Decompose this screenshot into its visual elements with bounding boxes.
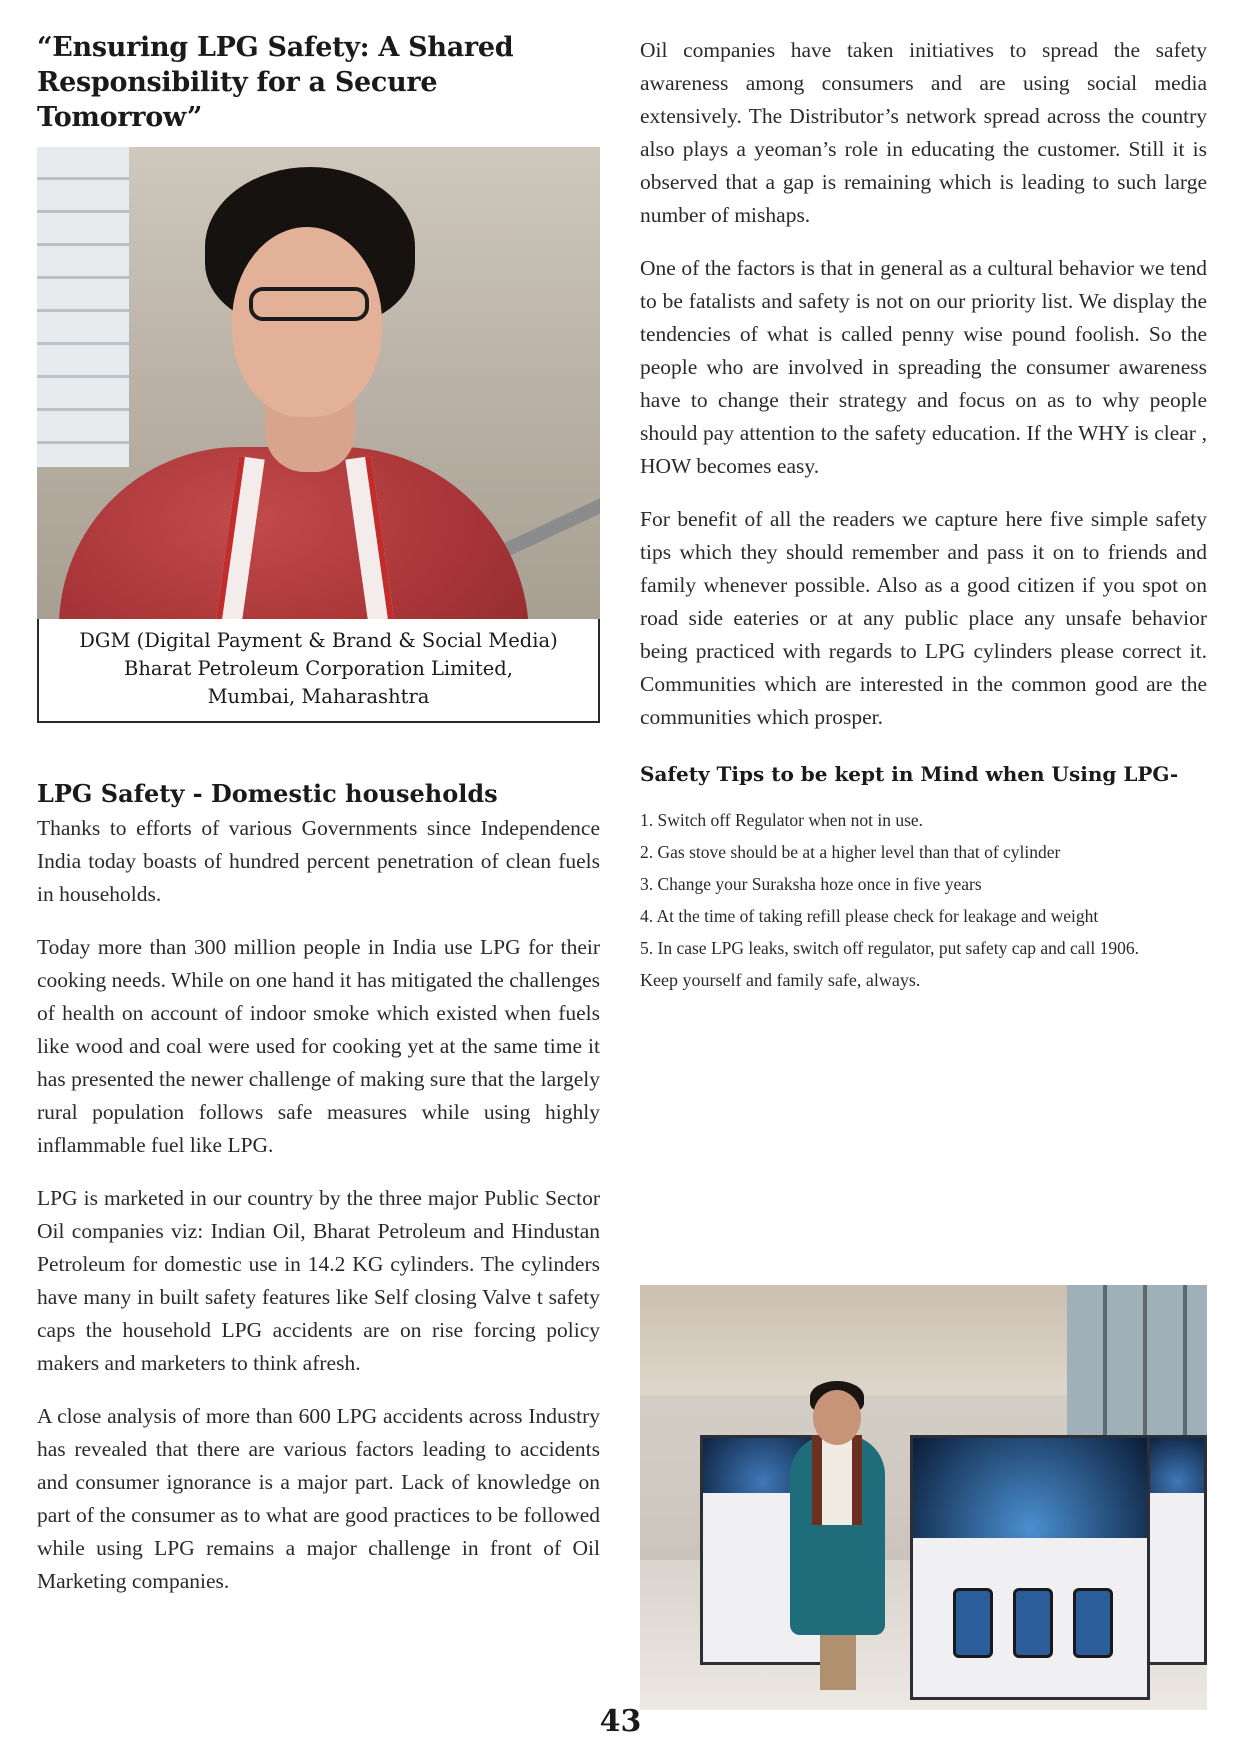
photo-display-board-center xyxy=(910,1435,1150,1700)
title-line-2: Responsibility for a Secure Tomorrow” xyxy=(37,67,438,133)
photo-person-glasses xyxy=(249,287,369,321)
right-paragraph-2: One of the factors is that in general as a cultural behavior we tend to be fatalists and safety is not on our priority list. We display the tendencies of what is called penny wise pound foolish. So the people who are involved in spreading the consumer awareness have to change their strategy and focus on as to why people should pay attention to the safety education. If the WHY is clear , HOW becomes easy. xyxy=(640,256,1207,478)
left-paragraph-4: A close analysis of more than 600 LPG accidents across Industry has revealed that there are various factors leading to accidents and consumer ignorance is a major part. Lack of knowledge on part of the consumer as to what are good practices to be followed while using LPG remains a major challenge in front of Oil Marketing companies. xyxy=(37,1404,600,1593)
photo-person-body xyxy=(59,447,529,619)
list-item: 5. In case LPG leaks, switch off regulator, put safety cap and call 1906. xyxy=(640,938,1140,958)
right-paragraph-1: Oil companies have taken initiatives to spread the safety awareness among consumers and are using social media extensively. The Distributor’s network spread across the country also plays a yeoman’s role in educating the customer. Still it is observed that a gap is remaining which is leading to such large number of mishaps. xyxy=(640,38,1207,227)
photo-person-head xyxy=(813,1390,861,1445)
tips-heading: Safety Tips to be kept in Mind when Using LPG- xyxy=(640,762,1179,786)
exhibition-photo xyxy=(640,1285,1207,1710)
right-column xyxy=(640,30,1207,991)
left-paragraph-1: Thanks to efforts of various Governments since Independence India today boasts of hundred percent penetration of clean fuels in households. xyxy=(37,816,600,906)
left-paragraph-3: LPG is marketed in our country by the three major Public Sector Oil companies viz: Indian Oil, Bharat Petroleum and Hindustan Petroleum for domestic use in 14.2 KG cylinders. The cylinders have many in built safety features like Self closing Valve t safety caps the household LPG accidents are on rise forcing policy makers and marketers to think afresh. xyxy=(37,1186,600,1375)
safety-tips-list xyxy=(640,804,1207,964)
section-heading: LPG Safety - Domestic households xyxy=(37,779,498,808)
caption-line-3: Mumbai, Maharashtra xyxy=(207,685,430,708)
photo-window xyxy=(37,147,129,467)
article-title xyxy=(37,30,600,135)
list-item: 1. Switch off Regulator when not in use. xyxy=(640,810,924,830)
list-item: 2. Gas stove should be at a higher level than that of cylinder xyxy=(640,842,1061,862)
photo-person-scarf xyxy=(812,1435,862,1525)
page-number: 43 xyxy=(599,1704,642,1739)
left-column xyxy=(37,30,600,1598)
left-paragraph-2: Today more than 300 million people in India use LPG for their cooking needs. While on one hand it has mitigated the challenges of health on account of indoor smoke which existed when fuels like wood and coal were used for cooking yet at the same time it has presented the newer challenge of making sure that the largely rural population follows safe measures while using highly inflammable fuel like LPG. xyxy=(37,935,600,1157)
author-portrait-photo xyxy=(37,147,600,619)
right-paragraph-3: For benefit of all the readers we capture here five simple safety tips which they should remember and pass it on to friends and family whenever possible. Also as a good citizen if you spot on road side eateries or at any public place any unsafe behavior being practiced with regards to LPG cylinders please correct it. Communities which are interested in the common good are the communities which prosper. xyxy=(640,507,1207,729)
caption-line-1: DGM (Digital Payment & Brand & Social Media) xyxy=(79,629,558,652)
closing-line: Keep yourself and family safe, always. xyxy=(640,970,921,990)
caption-line-2: Bharat Petroleum Corporation Limited, xyxy=(124,657,513,680)
title-line-1: “Ensuring LPG Safety: A Shared xyxy=(37,32,514,63)
photo-display-board-right xyxy=(1147,1435,1207,1665)
author-caption xyxy=(37,619,600,723)
list-item: 3. Change your Suraksha hoze once in five years xyxy=(640,874,982,894)
photo-person-face xyxy=(232,227,382,417)
list-item: 4. At the time of taking refill please check for leakage and weight xyxy=(640,906,1099,926)
photo-person-legs xyxy=(820,1630,856,1690)
